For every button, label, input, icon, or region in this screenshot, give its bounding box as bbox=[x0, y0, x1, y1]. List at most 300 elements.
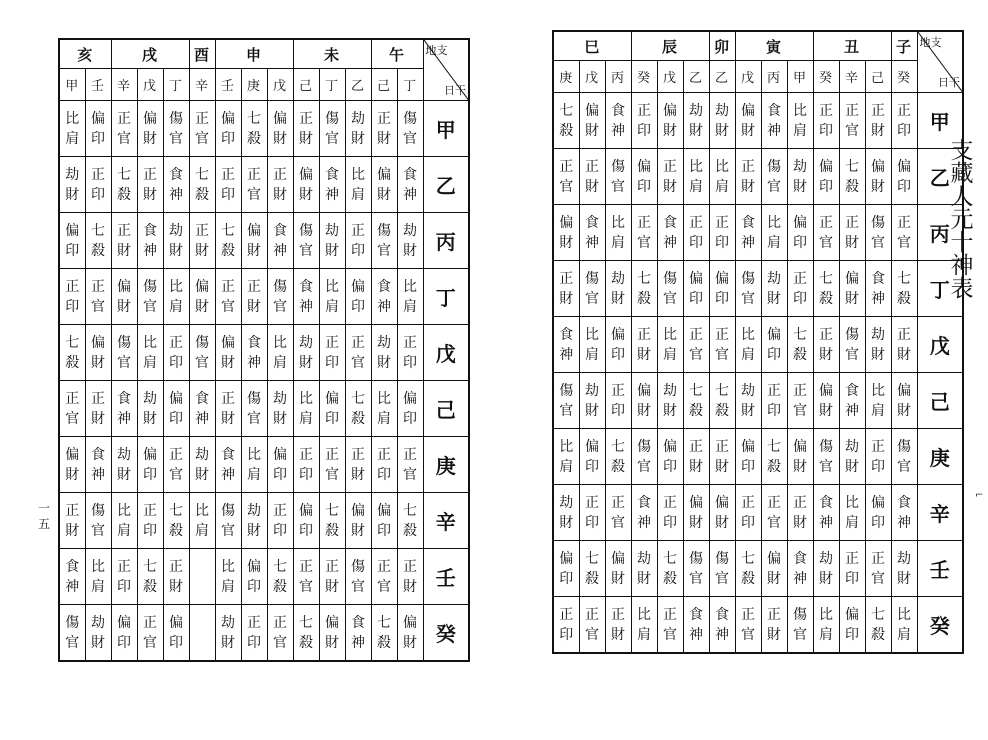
ten-god-char-1: 劫 bbox=[221, 614, 236, 631]
ten-god-cell bbox=[839, 149, 865, 205]
ten-god-char-1: 正 bbox=[845, 102, 860, 119]
day-stem-row bbox=[59, 157, 469, 213]
hidden-stem-cell: 辛 bbox=[189, 69, 215, 101]
ten-god-char-1: 傷 bbox=[377, 222, 392, 239]
ten-god-cell bbox=[579, 149, 605, 205]
ten-god-char-2: 殺 bbox=[247, 130, 262, 147]
ten-god-char-1: 偏 bbox=[819, 382, 834, 399]
ten-god-cell bbox=[293, 325, 319, 381]
ten-god-cell bbox=[345, 157, 371, 213]
ten-god-char-2: 財 bbox=[403, 578, 418, 595]
ten-god-cell bbox=[891, 597, 917, 654]
ten-god-char-2: 神 bbox=[637, 514, 652, 531]
ten-god-cell bbox=[189, 213, 215, 269]
ten-god-char-2: 財 bbox=[689, 514, 704, 531]
ten-god-char-2: 印 bbox=[117, 578, 132, 595]
ten-god-char-1: 食 bbox=[871, 270, 886, 287]
ten-god-cell bbox=[319, 605, 345, 662]
ten-god-cell bbox=[683, 149, 709, 205]
ten-god-cell bbox=[371, 213, 397, 269]
corner-top-label: 地支 bbox=[919, 36, 942, 49]
ten-god-char-2: 印 bbox=[351, 242, 366, 259]
ten-god-cell bbox=[267, 325, 293, 381]
ten-god-char-1: 正 bbox=[247, 614, 262, 631]
ten-god-char-2: 官 bbox=[143, 298, 158, 315]
ten-god-cell bbox=[397, 549, 423, 605]
ten-god-cell bbox=[865, 93, 891, 149]
ten-god-char-1: 偏 bbox=[247, 558, 262, 575]
day-stem-row bbox=[553, 541, 963, 597]
ten-god-char-2: 財 bbox=[741, 122, 756, 139]
ten-god-char-1: 劫 bbox=[299, 334, 314, 351]
ten-god-char-1: 比 bbox=[715, 158, 730, 175]
ten-god-cell bbox=[605, 373, 631, 429]
branch-header: 卯 bbox=[709, 31, 735, 61]
ten-god-char-2: 印 bbox=[403, 354, 418, 371]
ten-god-cell bbox=[85, 101, 111, 157]
ten-god-char-1: 七 bbox=[169, 502, 184, 519]
ten-god-cell bbox=[735, 429, 761, 485]
stem-header-row bbox=[59, 69, 469, 101]
ten-god-char-2: 財 bbox=[117, 242, 132, 259]
ten-god-char-2: 官 bbox=[403, 466, 418, 483]
branch-header: 酉 bbox=[189, 39, 215, 69]
ten-god-char-1: 正 bbox=[273, 166, 288, 183]
ten-god-char-1: 劫 bbox=[793, 158, 808, 175]
hidden-stem-cell: 乙 bbox=[683, 61, 709, 93]
ten-god-char-2: 官 bbox=[299, 242, 314, 259]
ten-god-char-1: 正 bbox=[663, 606, 678, 623]
ten-god-char-2: 神 bbox=[611, 122, 626, 139]
ten-god-char-1: 正 bbox=[377, 110, 392, 127]
ten-god-char-1: 偏 bbox=[299, 166, 314, 183]
ten-god-cell bbox=[85, 493, 111, 549]
ten-god-char-1: 正 bbox=[715, 438, 730, 455]
ten-god-cell bbox=[813, 597, 839, 654]
ten-god-cell bbox=[163, 437, 189, 493]
day-stem-row bbox=[553, 149, 963, 205]
ten-god-char-1: 偏 bbox=[637, 158, 652, 175]
day-stem-label: 丙 bbox=[917, 205, 963, 261]
ten-god-char-1: 食 bbox=[689, 606, 704, 623]
ten-god-cell bbox=[579, 597, 605, 654]
ten-god-char-1: 七 bbox=[325, 502, 340, 519]
ten-god-cell bbox=[891, 149, 917, 205]
ten-god-char-1: 七 bbox=[637, 270, 652, 287]
ten-god-char-2: 官 bbox=[559, 402, 574, 419]
ten-god-char-1: 劫 bbox=[273, 390, 288, 407]
ten-god-cell bbox=[787, 317, 813, 373]
ten-god-char-2: 肩 bbox=[637, 626, 652, 643]
ten-god-cell bbox=[657, 373, 683, 429]
ten-god-char-2: 肩 bbox=[195, 522, 210, 539]
ten-god-char-1: 七 bbox=[611, 438, 626, 455]
ten-god-cell bbox=[787, 205, 813, 261]
ten-god-cell bbox=[163, 549, 189, 605]
ten-god-cell bbox=[605, 485, 631, 541]
ten-god-char-2: 財 bbox=[897, 570, 912, 587]
ten-god-char-1: 正 bbox=[637, 326, 652, 343]
ten-god-char-2: 神 bbox=[65, 578, 80, 595]
ten-god-cell bbox=[241, 437, 267, 493]
ten-god-char-2: 肩 bbox=[871, 402, 886, 419]
ten-god-char-2: 肩 bbox=[897, 626, 912, 643]
ten-god-char-2: 殺 bbox=[91, 242, 105, 259]
ten-god-char-2: 殺 bbox=[169, 522, 184, 539]
ten-god-cell bbox=[865, 485, 891, 541]
ten-god-cell bbox=[371, 269, 397, 325]
ten-god-char-1: 正 bbox=[663, 158, 678, 175]
ten-god-char-2: 官 bbox=[351, 578, 366, 595]
ten-god-cell bbox=[163, 493, 189, 549]
ten-god-char-2: 印 bbox=[403, 410, 418, 427]
ten-god-cell bbox=[241, 213, 267, 269]
ten-god-char-2: 財 bbox=[299, 354, 314, 371]
ten-god-cell bbox=[215, 605, 241, 662]
ten-god-char-1: 食 bbox=[221, 446, 236, 463]
ten-god-char-2: 財 bbox=[247, 298, 262, 315]
ten-god-cell bbox=[735, 93, 761, 149]
hidden-stem-cell: 乙 bbox=[709, 61, 735, 93]
ten-god-char-1: 偏 bbox=[767, 326, 782, 343]
ten-god-cell bbox=[215, 101, 241, 157]
ten-god-char-2: 殺 bbox=[351, 410, 366, 427]
ten-god-cell bbox=[215, 157, 241, 213]
ten-god-char-1: 正 bbox=[715, 326, 730, 343]
ten-god-char-2: 官 bbox=[325, 466, 340, 483]
ten-god-char-2: 印 bbox=[637, 122, 652, 139]
ten-god-cell bbox=[839, 261, 865, 317]
ten-god-char-2: 財 bbox=[741, 178, 756, 195]
ten-god-char-1: 傷 bbox=[819, 438, 834, 455]
hidden-stem-cell: 庚 bbox=[241, 69, 267, 101]
ten-god-cell bbox=[891, 317, 917, 373]
ten-god-char-2: 官 bbox=[117, 130, 132, 147]
ten-god-char-1: 正 bbox=[741, 158, 756, 175]
branch-header: 子 bbox=[891, 31, 917, 61]
ten-god-char-2: 官 bbox=[793, 402, 808, 419]
ten-god-char-2: 財 bbox=[559, 514, 574, 531]
ten-god-char-2: 印 bbox=[377, 522, 392, 539]
ten-god-char-1: 比 bbox=[143, 334, 158, 351]
ten-god-char-2: 財 bbox=[689, 458, 704, 475]
ten-god-char-1: 正 bbox=[377, 558, 392, 575]
ten-god-cell bbox=[267, 381, 293, 437]
ten-god-char-2: 財 bbox=[91, 410, 105, 427]
ten-god-char-2: 印 bbox=[559, 570, 574, 587]
ten-god-char-2: 殺 bbox=[793, 346, 808, 363]
ten-god-char-1: 食 bbox=[143, 222, 158, 239]
ten-god-cell bbox=[85, 549, 111, 605]
ten-god-cell bbox=[163, 325, 189, 381]
ten-god-char-1: 偏 bbox=[845, 606, 860, 623]
ten-god-cell bbox=[319, 325, 345, 381]
ten-god-char-1: 傷 bbox=[611, 158, 626, 175]
ten-god-char-1: 正 bbox=[273, 614, 288, 631]
ten-god-cell bbox=[683, 317, 709, 373]
ten-god-cell bbox=[813, 485, 839, 541]
ten-god-char-2: 財 bbox=[351, 466, 366, 483]
ten-god-cell bbox=[631, 261, 657, 317]
ten-god-char-1: 正 bbox=[195, 110, 210, 127]
ten-god-cell bbox=[735, 149, 761, 205]
ten-god-char-1: 劫 bbox=[715, 102, 730, 119]
day-stem-row bbox=[553, 317, 963, 373]
ten-god-char-2: 神 bbox=[221, 466, 236, 483]
day-stem-row bbox=[59, 493, 469, 549]
ten-god-cell bbox=[163, 269, 189, 325]
ten-god-char-1: 正 bbox=[325, 334, 340, 351]
hidden-stem-cell: 己 bbox=[293, 69, 319, 101]
ten-god-char-1: 七 bbox=[767, 438, 782, 455]
ten-god-cell bbox=[865, 597, 891, 654]
ten-god-char-2: 官 bbox=[273, 298, 288, 315]
ten-god-cell bbox=[813, 429, 839, 485]
ten-god-cell bbox=[163, 381, 189, 437]
ten-god-char-1: 正 bbox=[741, 494, 756, 511]
ten-god-char-1: 偏 bbox=[637, 382, 652, 399]
ten-god-cell bbox=[215, 325, 241, 381]
ten-god-char-1: 食 bbox=[741, 214, 756, 231]
ten-god-cell bbox=[319, 549, 345, 605]
ten-god-cell bbox=[111, 157, 137, 213]
ten-god-cell bbox=[787, 93, 813, 149]
ten-god-char-1: 偏 bbox=[611, 326, 626, 343]
ten-god-char-1: 傷 bbox=[663, 270, 678, 287]
ten-god-cell bbox=[787, 429, 813, 485]
ten-god-char-2: 官 bbox=[767, 514, 782, 531]
ten-god-cell bbox=[579, 93, 605, 149]
ten-god-cell bbox=[735, 261, 761, 317]
ten-god-char-1: 食 bbox=[65, 558, 80, 575]
ten-god-char-2: 印 bbox=[299, 522, 314, 539]
ten-god-char-2: 財 bbox=[351, 522, 366, 539]
ten-god-cell bbox=[605, 317, 631, 373]
ten-god-cell bbox=[215, 213, 241, 269]
ten-god-cell bbox=[267, 549, 293, 605]
ten-god-char-1: 比 bbox=[377, 390, 392, 407]
ten-god-cell bbox=[137, 213, 163, 269]
ten-god-cell bbox=[163, 157, 189, 213]
ten-god-cell bbox=[579, 485, 605, 541]
day-stem-row bbox=[553, 205, 963, 261]
ten-god-char-2: 印 bbox=[559, 626, 574, 643]
ten-god-cell bbox=[189, 605, 215, 662]
ten-god-cell bbox=[709, 597, 735, 654]
ten-god-char-2: 財 bbox=[143, 186, 158, 203]
ten-god-cell bbox=[397, 605, 423, 662]
ten-god-cell bbox=[371, 437, 397, 493]
ten-god-cell bbox=[709, 373, 735, 429]
ten-god-char-1: 傷 bbox=[169, 110, 184, 127]
day-stem-label: 丁 bbox=[917, 261, 963, 317]
ten-god-char-1: 傷 bbox=[351, 558, 366, 575]
ten-god-cell bbox=[371, 101, 397, 157]
ten-god-cell bbox=[891, 541, 917, 597]
ten-god-cell bbox=[59, 605, 85, 662]
ten-god-cell bbox=[579, 205, 605, 261]
ten-god-char-2: 財 bbox=[637, 402, 652, 419]
ten-god-char-1: 偏 bbox=[715, 494, 730, 511]
ten-god-char-2: 神 bbox=[819, 514, 834, 531]
ten-god-cell bbox=[605, 149, 631, 205]
ten-god-cell bbox=[891, 261, 917, 317]
ten-god-char-2: 印 bbox=[169, 354, 184, 371]
ten-god-char-1: 偏 bbox=[819, 158, 834, 175]
ten-god-cell bbox=[241, 549, 267, 605]
day-stem-label: 癸 bbox=[423, 605, 469, 662]
ten-god-cell bbox=[865, 317, 891, 373]
ten-god-char-1: 偏 bbox=[351, 502, 366, 519]
ten-god-cell bbox=[891, 205, 917, 261]
ten-god-cell bbox=[371, 549, 397, 605]
ten-god-char-1: 比 bbox=[325, 278, 340, 295]
ten-god-char-2: 官 bbox=[247, 186, 262, 203]
ten-god-char-1: 食 bbox=[299, 278, 314, 295]
ten-god-char-1: 偏 bbox=[585, 102, 599, 119]
ten-god-char-1: 七 bbox=[221, 222, 236, 239]
branch-header: 巳 bbox=[553, 31, 631, 61]
ten-god-char-2: 神 bbox=[91, 466, 105, 483]
ten-god-cell bbox=[267, 437, 293, 493]
ten-god-char-1: 傷 bbox=[247, 390, 262, 407]
ten-god-cell bbox=[111, 493, 137, 549]
ten-god-char-2: 財 bbox=[871, 346, 886, 363]
ten-god-char-1: 傷 bbox=[715, 550, 730, 567]
ten-god-char-1: 食 bbox=[247, 334, 262, 351]
ten-god-char-1: 食 bbox=[715, 606, 730, 623]
ten-god-cell bbox=[605, 93, 631, 149]
corner-header bbox=[423, 39, 469, 101]
day-stem-row bbox=[59, 325, 469, 381]
ten-god-char-2: 財 bbox=[663, 178, 678, 195]
ten-god-char-2: 官 bbox=[611, 178, 626, 195]
ten-god-cell bbox=[59, 493, 85, 549]
ten-god-char-2: 印 bbox=[221, 130, 236, 147]
ten-god-char-2: 神 bbox=[299, 298, 314, 315]
ten-god-char-2: 財 bbox=[143, 410, 158, 427]
ten-god-char-2: 印 bbox=[793, 234, 808, 251]
ten-god-char-1: 正 bbox=[65, 390, 80, 407]
ten-god-cell bbox=[865, 429, 891, 485]
ten-god-char-2: 肩 bbox=[845, 514, 860, 531]
ten-god-cell bbox=[241, 157, 267, 213]
day-stem-label: 癸 bbox=[917, 597, 963, 654]
ten-god-cell bbox=[397, 381, 423, 437]
ten-god-char-2: 財 bbox=[715, 458, 730, 475]
day-stem-label: 丙 bbox=[423, 213, 469, 269]
ten-god-char-2: 財 bbox=[117, 466, 132, 483]
ten-god-char-2: 官 bbox=[65, 410, 80, 427]
ten-god-char-1: 正 bbox=[403, 334, 418, 351]
ten-god-char-2: 財 bbox=[325, 578, 340, 595]
ten-god-char-2: 財 bbox=[663, 402, 678, 419]
ten-god-char-1: 正 bbox=[559, 158, 574, 175]
day-stem-row bbox=[59, 549, 469, 605]
ten-god-char-2: 財 bbox=[793, 458, 808, 475]
branch-header: 申 bbox=[215, 39, 293, 69]
ten-god-char-1: 劫 bbox=[169, 222, 184, 239]
ten-god-char-2: 財 bbox=[793, 514, 808, 531]
ten-god-cell bbox=[319, 101, 345, 157]
ten-god-char-2: 財 bbox=[793, 178, 808, 195]
ten-god-char-1: 偏 bbox=[403, 614, 418, 631]
ten-god-char-1: 正 bbox=[351, 334, 366, 351]
ten-god-char-2: 官 bbox=[845, 346, 860, 363]
ten-god-char-2: 神 bbox=[585, 234, 599, 251]
ten-god-char-1: 正 bbox=[793, 270, 808, 287]
ten-god-char-1: 食 bbox=[897, 494, 912, 511]
ten-god-cell bbox=[111, 325, 137, 381]
ten-god-char-2: 印 bbox=[169, 634, 184, 651]
ten-god-char-1: 劫 bbox=[741, 382, 756, 399]
ten-god-cell bbox=[579, 261, 605, 317]
edge-mark: ⌐ bbox=[975, 490, 984, 501]
ten-god-cell bbox=[657, 597, 683, 654]
ten-god-char-2: 官 bbox=[819, 234, 834, 251]
right-ten-gods-table bbox=[552, 30, 964, 654]
ten-god-char-2: 殺 bbox=[273, 578, 288, 595]
ten-god-char-1: 正 bbox=[715, 214, 730, 231]
ten-god-char-2: 印 bbox=[741, 514, 756, 531]
day-stem-row bbox=[59, 437, 469, 493]
ten-god-char-1: 劫 bbox=[377, 334, 392, 351]
ten-god-char-1: 比 bbox=[611, 214, 626, 231]
ten-god-char-1: 比 bbox=[767, 214, 782, 231]
day-stem-label: 乙 bbox=[423, 157, 469, 213]
ten-god-char-1: 比 bbox=[65, 110, 80, 127]
ten-god-cell bbox=[241, 493, 267, 549]
day-stem-row bbox=[553, 485, 963, 541]
ten-god-char-2: 肩 bbox=[351, 186, 366, 203]
ten-god-cell bbox=[683, 373, 709, 429]
ten-god-cell bbox=[345, 213, 371, 269]
ten-god-char-2: 官 bbox=[91, 298, 105, 315]
ten-god-cell bbox=[189, 437, 215, 493]
ten-god-char-2: 印 bbox=[715, 234, 730, 251]
ten-god-char-2: 殺 bbox=[299, 634, 314, 651]
ten-god-char-2: 神 bbox=[351, 634, 366, 651]
ten-god-cell bbox=[605, 597, 631, 654]
ten-god-cell bbox=[397, 101, 423, 157]
ten-god-cell bbox=[111, 437, 137, 493]
hidden-stem-cell: 己 bbox=[865, 61, 891, 93]
ten-god-cell bbox=[813, 261, 839, 317]
ten-god-char-2: 肩 bbox=[819, 626, 834, 643]
ten-god-cell bbox=[553, 597, 579, 654]
page-title: 支 藏 人 元 十 神 表 bbox=[950, 138, 974, 302]
ten-god-cell bbox=[241, 325, 267, 381]
ten-god-cell bbox=[761, 485, 787, 541]
ten-god-cell bbox=[761, 541, 787, 597]
ten-god-char-2: 殺 bbox=[143, 578, 158, 595]
ten-god-cell bbox=[189, 269, 215, 325]
ten-god-cell bbox=[709, 541, 735, 597]
ten-god-char-1: 偏 bbox=[689, 270, 704, 287]
ten-god-char-2: 官 bbox=[169, 466, 184, 483]
ten-god-char-1: 正 bbox=[637, 214, 652, 231]
ten-god-char-2: 神 bbox=[273, 242, 288, 259]
ten-god-char-2: 財 bbox=[585, 178, 599, 195]
ten-god-cell bbox=[891, 373, 917, 429]
ten-god-cell bbox=[163, 213, 189, 269]
ten-god-char-2: 官 bbox=[741, 290, 756, 307]
ten-god-cell bbox=[683, 205, 709, 261]
ten-god-cell bbox=[709, 429, 735, 485]
hidden-stem-cell: 乙 bbox=[345, 69, 371, 101]
day-stem-label: 己 bbox=[423, 381, 469, 437]
ten-god-char-2: 財 bbox=[169, 578, 184, 595]
